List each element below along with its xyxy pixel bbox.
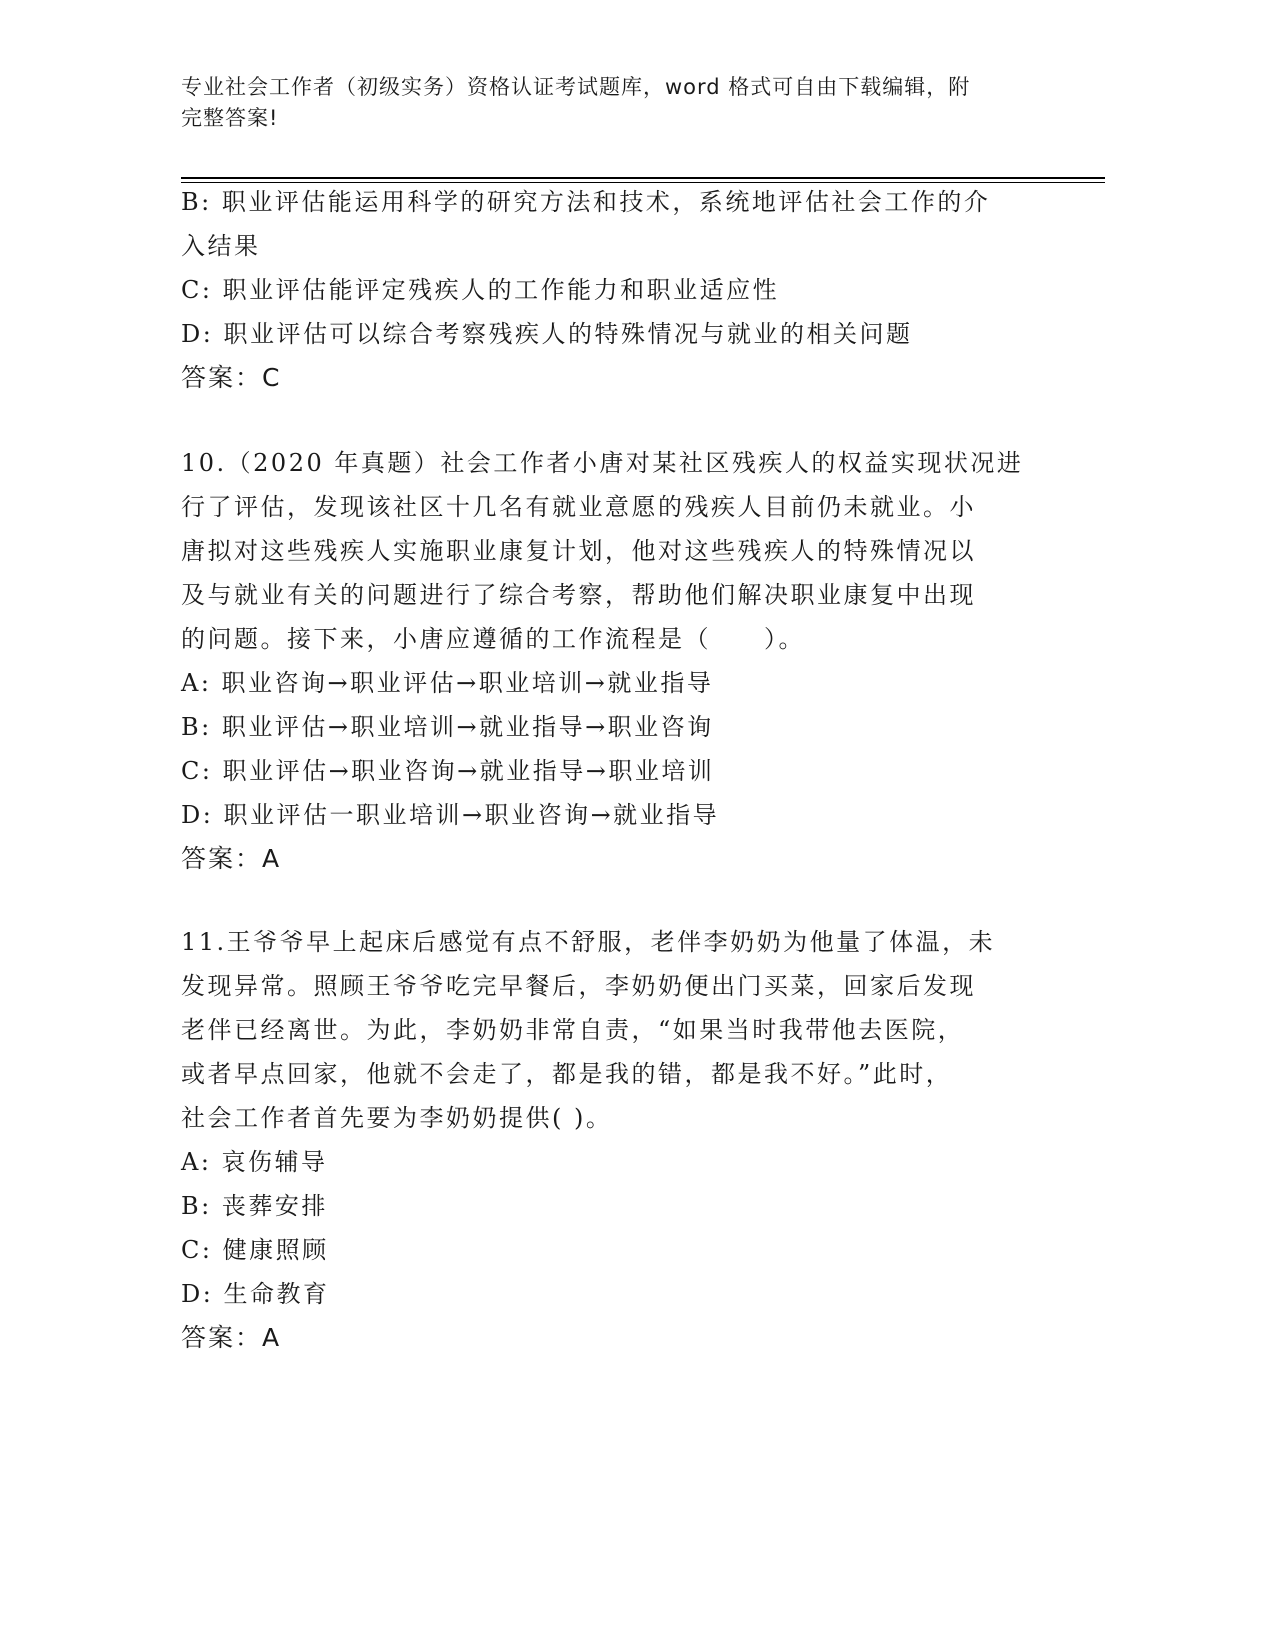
answer: 答案：A <box>181 1323 282 1352</box>
question-9-options <box>181 180 1041 400</box>
option-b-line-2: 入结果 <box>181 232 261 260</box>
option-c: C: 职业评估能评定残疾人的工作能力和职业适应性 <box>181 276 780 304</box>
option-a: A: 职业咨询→职业评估→职业培训→就业指导 <box>181 669 714 697</box>
option-a: A: 哀伤辅导 <box>181 1148 328 1176</box>
option-c: C: 职业评估→职业咨询→就业指导→职业培训 <box>181 757 715 785</box>
question-11 <box>181 920 1041 1360</box>
answer: 答案：A <box>181 844 282 873</box>
question-text-line: 的问题。接下来，小唐应遵循的工作流程是（ ）。 <box>181 625 805 653</box>
question-text-line: 老伴已经离世。为此，李奶奶非常自责，“如果当时我带他去医院， <box>181 1016 965 1044</box>
question-text-line: 唐拟对这些残疾人实施职业康复计划，他对这些残疾人的特殊情况以 <box>181 537 976 565</box>
page-header <box>181 72 1061 134</box>
option-c: C: 健康照顾 <box>181 1236 329 1264</box>
question-10 <box>181 441 1041 881</box>
answer: 答案：C <box>181 363 282 392</box>
question-text-line: 社会工作者首先要为李奶奶提供( )。 <box>181 1104 613 1132</box>
header-line-1: 专业社会工作者（初级实务）资格认证考试题库，word 格式可自由下载编辑，附 <box>181 75 971 99</box>
question-text-line: 行了评估，发现该社区十几名有就业意愿的残疾人目前仍未就业。小 <box>181 493 976 521</box>
option-d: D: 职业评估可以综合考察残疾人的特殊情况与就业的相关问题 <box>181 320 913 348</box>
option-b: B: 职业评估→职业培训→就业指导→职业咨询 <box>181 713 714 741</box>
question-text-line: 发现异常。照顾王爷爷吃完早餐后，李奶奶便出门买菜，回家后发现 <box>181 972 976 1000</box>
option-d: D: 生命教育 <box>181 1280 330 1308</box>
question-text-line: 10.（2020 年真题）社会工作者小唐对某社区残疾人的权益实现状况进 <box>181 449 1024 477</box>
question-text-line: 及与就业有关的问题进行了综合考察，帮助他们解决职业康复中出现 <box>181 581 976 609</box>
header-divider-thick <box>181 177 1105 179</box>
option-d: D: 职业评估一职业培训→职业咨询→就业指导 <box>181 801 720 829</box>
header-line-2: 完整答案! <box>181 106 279 130</box>
question-text-line: 11.王爷爷早上起床后感觉有点不舒服，老伴李奶奶为他量了体温，未 <box>181 928 996 956</box>
option-b: B: 丧葬安排 <box>181 1192 328 1220</box>
option-b-line-1: B: 职业评估能运用科学的研究方法和技术，系统地评估社会工作的介 <box>181 188 991 216</box>
question-text-line: 或者早点回家，他就不会走了，都是我的错，都是我不好。”此时， <box>181 1060 953 1088</box>
